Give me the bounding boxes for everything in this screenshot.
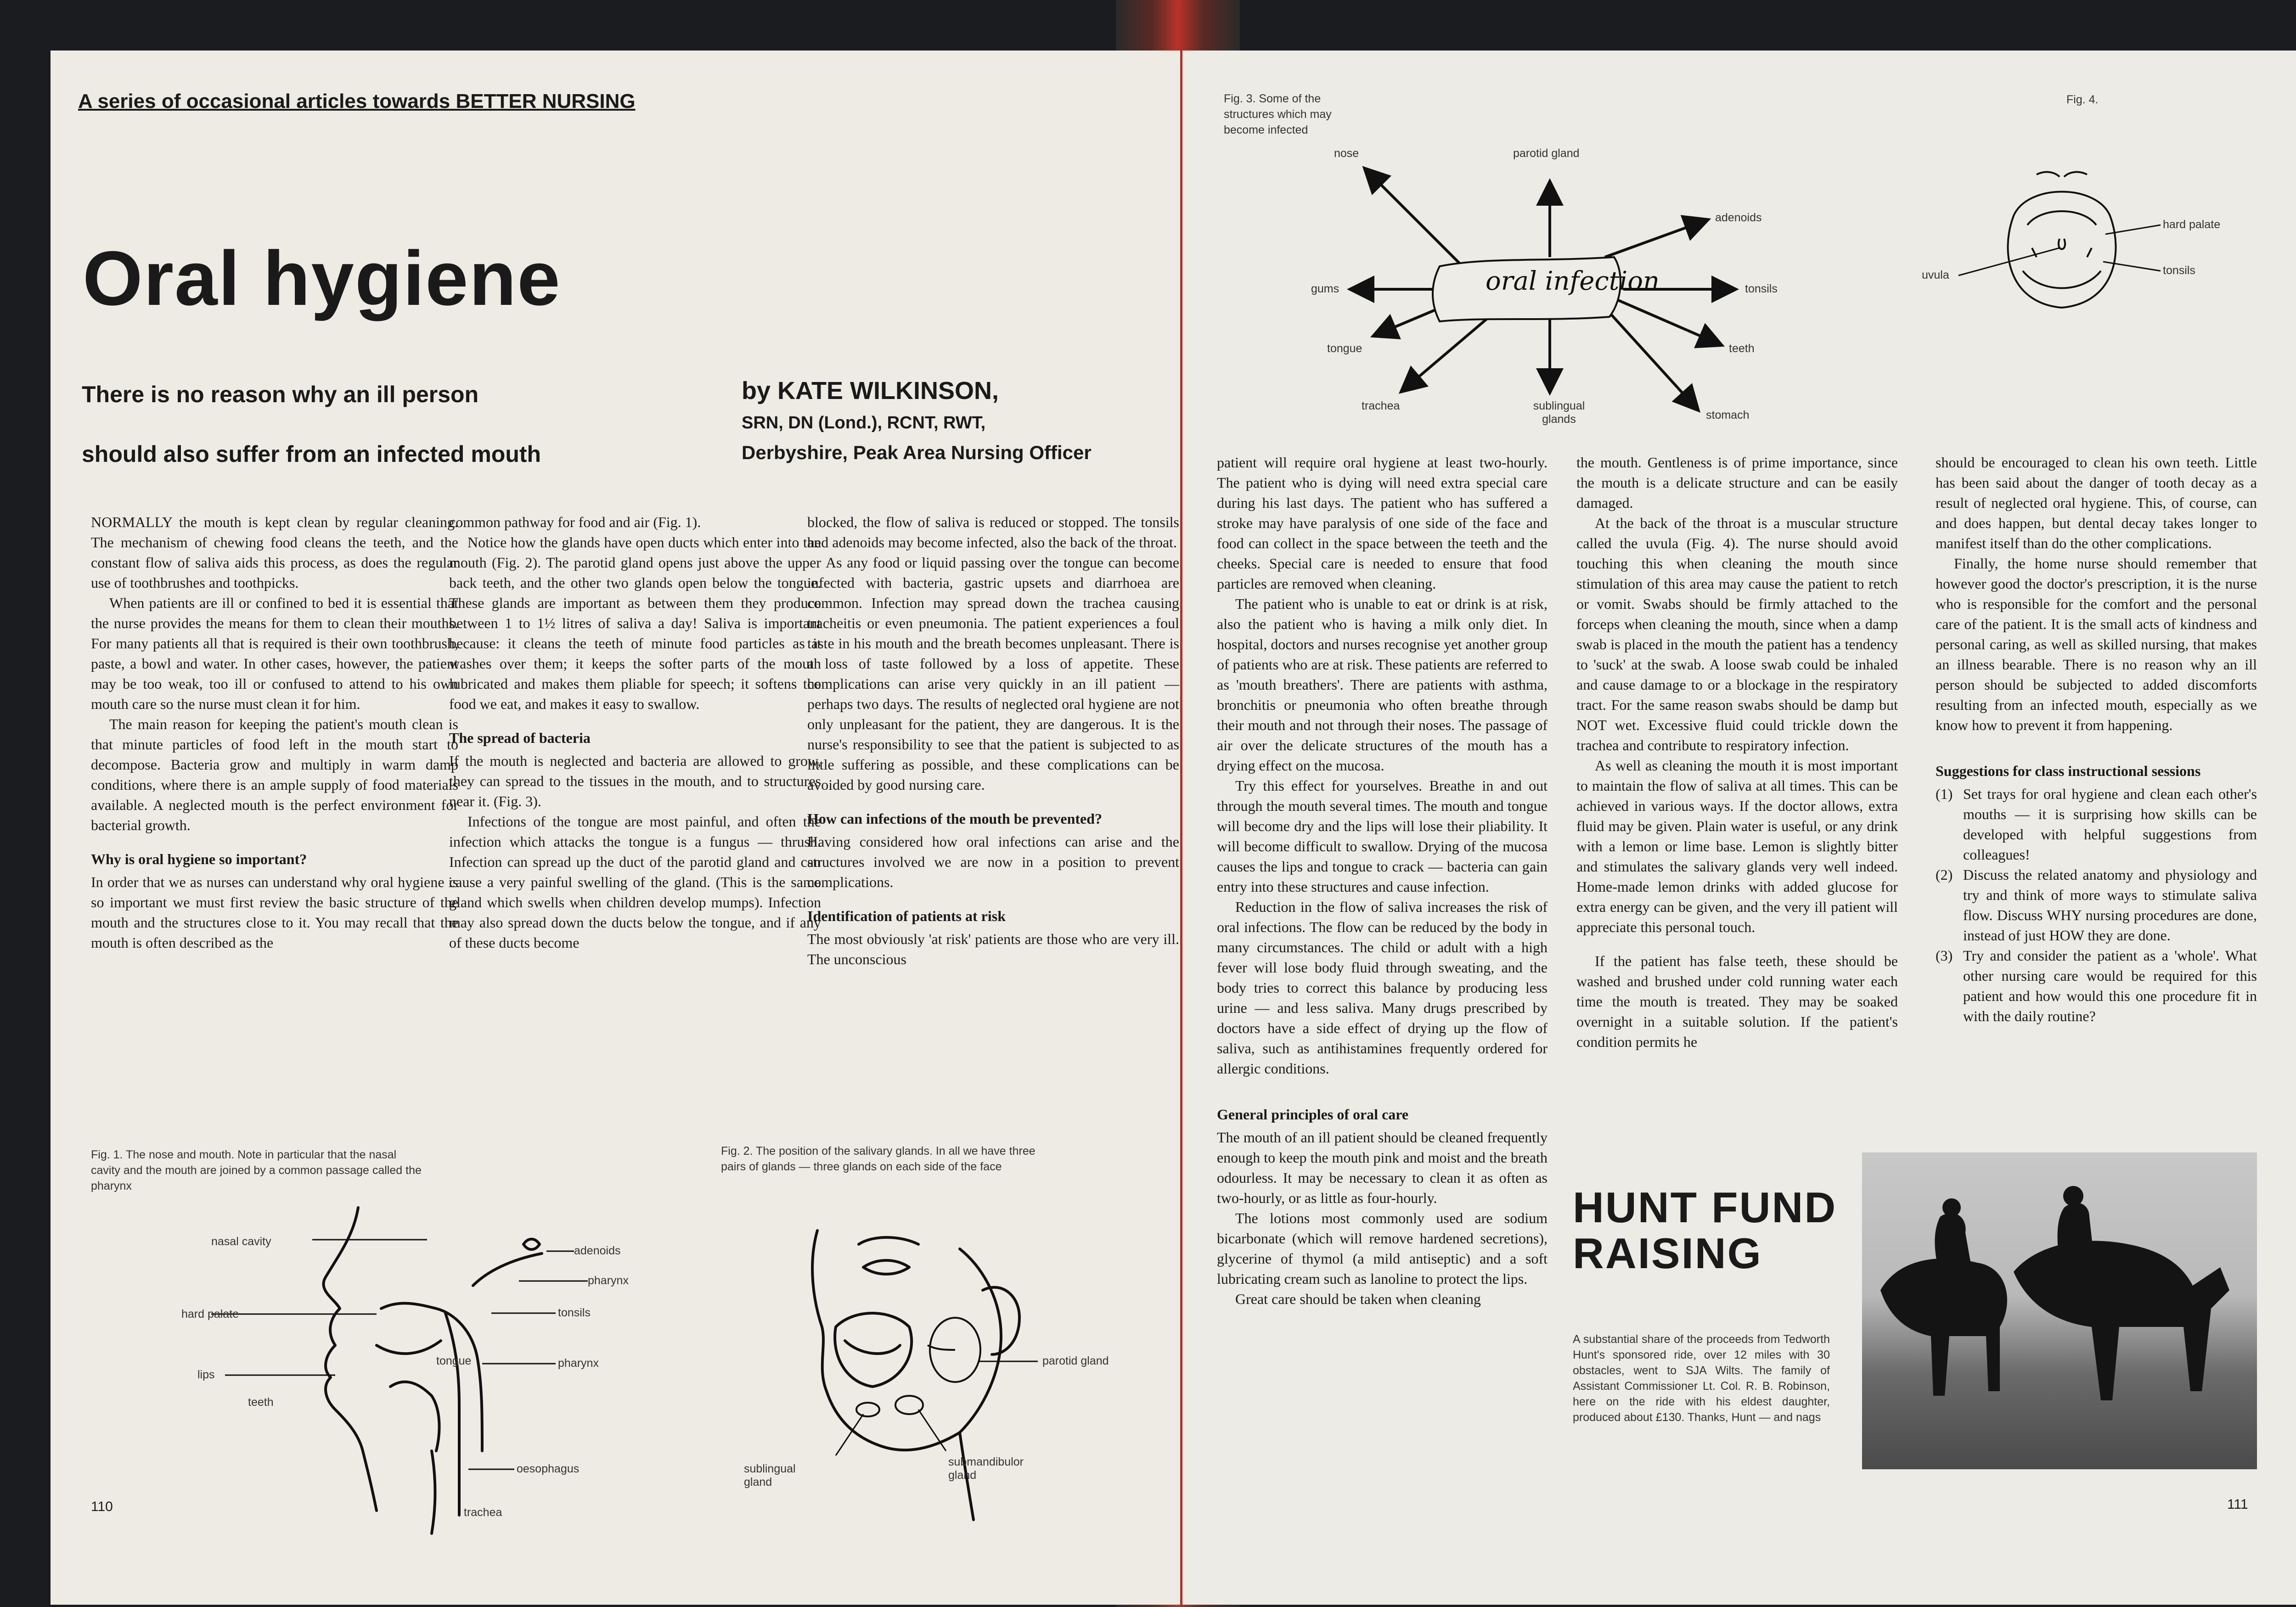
- paragraph: patient will require oral hygiene at least two-hourly. The patient who is dying will need extra special care during his last days. The patient who has suffered a stroke may have paralysis of one side of the face and food can collect in the space between the teeth and the cheeks. Special care is needed to ensure that food particles are removed when cleaning.: [1217, 454, 1548, 592]
- page-number-left: 110: [91, 1499, 113, 1514]
- label-uvula: uvula: [1922, 269, 1949, 281]
- label-gums: gums: [1311, 282, 1339, 295]
- deck-line-1: There is no reason why an ill person: [82, 382, 479, 407]
- label-trachea: trachea: [464, 1506, 502, 1519]
- suggestions-list: [1936, 784, 2257, 1026]
- left-column-2: [449, 512, 821, 953]
- paragraph: Reduction in the flow of saliva increases the risk of oral infections. The flow can be reduced by the body in many circumstances. The child or adult with a high fever will lose body fluid through sweating, and the body tries to correct this balance by producing less urine — and less saliva. Many drugs prescribed by doctors have a side effect of drying up the flow of saliva, such as antihistamines frequently ordered for allergic conditions.: [1217, 899, 1548, 1077]
- label-teeth: teeth: [248, 1396, 274, 1409]
- paragraph: Great care should be taken when cleaning: [1235, 1291, 1481, 1307]
- label-adenoids: adenoids: [574, 1244, 621, 1257]
- paragraph: Finally, the home nurse should remember that however good the doctor's prescription, it is the nurse who is responsible for the comfort and the personal care of the patient. It is the small acts of kindness and personal caring, as well as skilled nursing, that makes an illness bearable. There is no reason why an ill person should be subjected to added discomforts resulting from an infected mouth, especially as we know how to prevent it from happening.: [1936, 555, 2257, 733]
- section-heading: How can infections of the mouth be prevented?: [807, 810, 1103, 827]
- section-heading: Why is oral hygiene so important?: [91, 851, 307, 867]
- horse-riders-silhouette: [1862, 1152, 2257, 1469]
- hunt-riders-photo: [1862, 1152, 2257, 1469]
- label-nasal-cavity: nasal cavity: [211, 1235, 271, 1248]
- deck-line-2: should also suffer from an infected mouth: [82, 441, 541, 467]
- label-tonsils: tonsils: [558, 1306, 591, 1319]
- hunt-headline-line-2: RAISING: [1573, 1229, 1762, 1277]
- series-banner: A series of occasional articles towards BETTER NURSING: [78, 90, 636, 112]
- label-nose: nose: [1334, 147, 1359, 160]
- paragraph: Try this effect for yourselves. Breathe in and out through the mouth several times. The mouth and tongue will become dry and the lips will lose their pliability. It will become difficult to swallow. Drying of the mucosa causes the lips and tongue to crack — bacteria can gain entry into these structures and cause infection.: [1217, 777, 1548, 895]
- hunt-headline-line-1: HUNT FUND: [1573, 1183, 1837, 1231]
- paragraph: At the back of the throat is a muscular structure called the uvula (Fig. 4). The nurse should avoid touching this when cleaning the mouth since stimulation of this area may cause the patient to retch or vomit. Swabs should be firmly attached to the forceps when cleaning the mouth, since when a damp swab is placed in the mouth the patient has a tendency to 'suck' at the swab. A loose swab could be inhaled and cause damage to or a blockage in the respiratory tract. For the same reason swabs should be damp but NOT wet. Excessive fluid could trickle down the trachea and contribute to respiratory infection.: [1576, 515, 1898, 753]
- list-text: Set trays for oral hygiene and clean each other's mouths — it is surprising how skills can be developed with helpful suggestions from colleagues!: [1963, 786, 2257, 863]
- fig3-caption: Fig. 3. Some of the structures which may become infected: [1224, 92, 1332, 136]
- label-hard-palate: hard palate: [2163, 218, 2221, 231]
- section-heading: The spread of bacteria: [449, 730, 591, 746]
- label-tongue: tongue: [436, 1354, 472, 1367]
- list-number: (3): [1936, 947, 1953, 964]
- label-pharynx: pharynx: [588, 1274, 629, 1287]
- list-text: Try and consider the patient as a 'whole'. What other nursing care would be required for this patient and how would this one procedure fit in with the daily routine?: [1963, 947, 2257, 1024]
- list-item: [1936, 945, 2257, 1026]
- paragraph: Notice how the glands have open ducts which enter into the mouth (Fig. 2). The parotid gland opens just above the upper back teeth, and the other two glands open below the tongue. These glands are important as between them they produce between 1 to 1½ litres of saliva a day! Saliva is important because: it cleans the teeth of minute food particles as it washes over them; it keeps the softer parts of the mouth lubricated and makes them pliable for speech; it softens the food we eat, and makes it easy to swallow.: [449, 534, 821, 712]
- label-tonsils: tonsils: [2163, 264, 2195, 277]
- paragraph: When patients are ill or confined to bed it is essential that the nurse provides the means for them to clean their mouths. For many patients all that is required is their own toothbrush, paste, a bowl and water. In other cases, however, the patient may be too weak, too ill or confused to attend to his own mouth care so the nurse must clean it for him.: [91, 595, 458, 712]
- paragraph: Having considered how oral infections can arise and the structures involved we are now in a position to prevent complications.: [807, 833, 1179, 890]
- label-parotid-gland: parotid gland: [1042, 1354, 1109, 1367]
- label-tonsils: tonsils: [1745, 282, 1778, 295]
- label-tongue: tongue: [1327, 342, 1362, 355]
- suggestions-heading: Suggestions for class instructional sessions: [1936, 763, 2201, 779]
- open-mouth-drawing: [1922, 156, 2252, 349]
- left-page: [51, 51, 1180, 1605]
- paragraph: If the mouth is neglected and bacteria are allowed to grow, they can spread to the tissues in the mouth, and to structures near it. (Fig. 3).: [449, 753, 821, 809]
- label-lips: lips: [197, 1368, 215, 1381]
- label-sublingual-gland: sublingual gland: [744, 1462, 796, 1489]
- paragraph: blocked, the flow of saliva is reduced or stopped. The tonsils and adenoids may become infected, also the back of the throat.: [807, 514, 1179, 551]
- section-heading: Identification of patients at risk: [807, 908, 1006, 924]
- paragraph: As well as cleaning the mouth it is most important to maintain the flow of saliva at all times. This can be achieved in various ways. If the doctor allows, extra fluid may be given. Plain water is useful, or any drink with a lemon or lime base. Lemon is slightly bitter and stimulates the salivary glands very well indeed. Home-made lemon drinks with added glucose for extra energy can be given, and the very ill patient will appreciate this personal touch.: [1576, 757, 1898, 935]
- list-item: [1936, 784, 2257, 865]
- left-column-3: [807, 512, 1179, 969]
- fig4-caption: Fig. 4.: [2066, 93, 2099, 106]
- byline-qualifications: SRN, DN (Lond.), RCNT, RWT,: [742, 413, 986, 433]
- fig3-infection-diagram: [1247, 133, 1798, 436]
- paragraph: In order that we as nurses can understand why oral hygiene is so important we must first review the basic structure of the mouth and the structures close to it. You may recall that the mouth is often described as the: [91, 874, 458, 951]
- label-pharynx-lower: pharynx: [558, 1357, 599, 1370]
- left-column-1: [91, 512, 458, 953]
- fig1-head-diagram: [161, 1194, 689, 1543]
- paragraph: The lotions most commonly used are sodium bicarbonate (which will remove hardened secretions), glycerine of thymol (a mild antiseptic) and a soft lubricating cream such as lanoline to protect the lips.: [1217, 1210, 1548, 1287]
- label-submandibular-gland: submandibulor gland: [948, 1455, 1024, 1482]
- paragraph: The patient who is unable to eat or drink is at risk, also the patient who is having a milk only diet. In hospital, doctors and nurses recognise yet another group of patients who are at risk. These patients are referred to as 'mouth breathers'. There are patients with asthma, bronchitis or pneumonia who often breathe through their mouth and not through their noses. The passage of air over the delicate structures of the mouth has a drying effect on the mucosa.: [1217, 596, 1548, 774]
- label-hard-palate: hard palate: [181, 1308, 239, 1320]
- fig4-open-mouth-diagram: [1922, 156, 2252, 349]
- label-stomach: stomach: [1706, 409, 1750, 421]
- byline-role: Derbyshire, Peak Area Nursing Officer: [742, 442, 1092, 463]
- list-number: (2): [1936, 866, 1953, 883]
- label-parotid-gland: parotid gland: [1513, 147, 1580, 160]
- hunt-caption: A substantial share of the proceeds from Tedworth Hunt's sponsored ride, over 12 miles with 30 obstacles, went to SJA Wilts. The family of Assistant Commissioner Lt. Col. R. B. Robinson, here on the ride with his eldest daughter, produced about £130. Thanks, Hunt — and nags: [1573, 1333, 1830, 1424]
- section-heading: General principles of oral care: [1217, 1106, 1409, 1123]
- right-page: [1182, 51, 2296, 1605]
- paragraph: the mouth. Gentleness is of prime importance, since the mouth is a delicate structure and can be easily damaged.: [1576, 454, 1898, 511]
- label-oesophagus: oesophagus: [517, 1462, 580, 1475]
- fig1-caption: Fig. 1. The nose and mouth. Note in particular that the nasal cavity and the mouth are joined by a common passage called the pharynx: [91, 1148, 422, 1192]
- list-number: (1): [1936, 786, 1953, 802]
- paragraph: should be encouraged to clean his own teeth. Little has been said about the danger of tooth decay as a result of neglected oral hygiene. This, of course, can and does happen, but dental decay takes longer to manifest itself than do the other complications.: [1936, 454, 2257, 551]
- paragraph: The mouth of an ill patient should be cleaned frequently enough to keep the mouth pink and moist and the breath odourless. It may be necessary to clean it as often as two-hourly, or as little as four-hourly.: [1217, 1129, 1548, 1206]
- paragraph: The main reason for keeping the patient's mouth clean is that minute particles of food left in the mouth start to decompose. Bacteria grow and multiply in warm damp conditions, where there is an ample supply of food materials available. A neglected mouth is the perfect environment for bacterial growth.: [91, 716, 458, 833]
- article-title: Oral hygiene: [83, 235, 561, 321]
- right-column-2: [1576, 452, 1898, 1052]
- right-column-1: [1217, 452, 1548, 1309]
- paragraph: If the patient has false teeth, these should be washed and brushed under cold running water each time the mouth is treated. They may be soaked overnight in a suitable solution. If the patient's condition permits he: [1576, 953, 1898, 1050]
- paragraph: NORMALLY the mouth is kept clean by regular cleaning. The mechanism of chewing food cleans the teeth, and the constant flow of saliva aids this process, as does the regular use of toothbrushes and toothpicks.: [91, 514, 458, 591]
- label-trachea: trachea: [1362, 399, 1400, 412]
- list-item: [1936, 865, 2257, 945]
- paragraph: As any food or liquid passing over the tongue can become infected with bacteria, gastric upsets and diarrhoea are common. Infection may spread down the trachea causing tracheitis or even pneumonia. The patient experiences a foul taste in his mouth and the breath becomes unpleasant. There is a loss of taste followed by a loss of appetite. These complications can arise very quickly in an ill patient — perhaps two days. The results of neglected oral hygiene are not only unpleasant for the patient, they are dangerous. It is the nurse's responsibility to see that the patient is subjected to as little suffering as possible, and these complications can be avoided by good nursing care.: [807, 554, 1179, 793]
- list-text: Discuss the related anatomy and physiology and try and think of more ways to stimulate saliva flow. Discuss WHY nursing procedures are done, instead of just HOW they are done.: [1963, 866, 2257, 944]
- right-column-3: [1936, 452, 2257, 1026]
- page-number-right: 111: [2227, 1497, 2248, 1512]
- fig2-caption: Fig. 2. The position of the salivary glands. In all we have three pairs of glands — three glands on each side of the face: [721, 1145, 1035, 1173]
- fig3-center-label: oral infection: [1486, 266, 1660, 296]
- paragraph: common pathway for food and air (Fig. 1).: [449, 514, 701, 530]
- label-sublingual-glands: sublingual glands: [1533, 399, 1585, 426]
- label-teeth: teeth: [1729, 342, 1755, 355]
- paragraph: The most obviously 'at risk' patients are those who are very ill. The unconscious: [807, 931, 1179, 967]
- fig2-face-diagram: [744, 1217, 1166, 1529]
- paragraph: Infections of the tongue are most painful, and often the infection which attacks the tongue is a fungus — thrush. Infection can spread up the duct of the parotid gland and can cause a very painful swelling of the gland. (This is the same gland which swells when children develop mumps). Infection may also spread down the ducts below the tongue, and if any of these ducts become: [449, 813, 821, 951]
- label-adenoids: adenoids: [1715, 211, 1762, 224]
- byline-name: by KATE WILKINSON,: [742, 377, 999, 405]
